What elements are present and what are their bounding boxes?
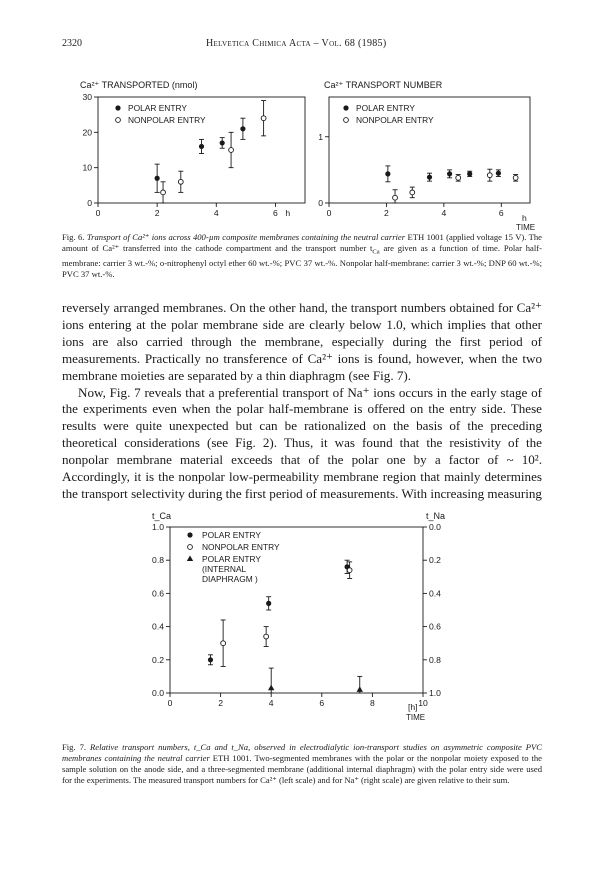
fig6-caption xyxy=(62,232,542,280)
y-tick-label: 1.0 xyxy=(152,522,164,532)
legend-marker-filled-circle xyxy=(115,105,120,110)
x-tick-label: 6 xyxy=(273,208,278,218)
caption-subscript: Ca xyxy=(372,248,380,256)
data-point xyxy=(427,173,432,181)
legend-marker-open-circle xyxy=(116,118,121,123)
chart-legend xyxy=(115,103,206,125)
legend-marker-filled-circle xyxy=(187,532,192,537)
data-point xyxy=(456,175,461,182)
marker-open-circle xyxy=(264,634,269,639)
x-tick-label: 4 xyxy=(268,698,274,708)
fig6-chart-right xyxy=(300,72,550,232)
y-tick-label: 0.4 xyxy=(152,621,164,632)
legend-marker-open-circle xyxy=(188,545,193,550)
data-point xyxy=(220,138,225,149)
marker-open-circle xyxy=(456,175,461,180)
marker-open-circle xyxy=(410,190,415,195)
x-tick-label: 0 xyxy=(95,208,101,218)
caption-text: ETH 1001. Two-segmented membranes with the polar or the nonpolar moiety exposed to the sample solution on the anode side, and a three-segmented membrane (additional internal diaphragm) with the polar entry side were used for the experiments. The measured transport numbers for Ca²⁺ (left scale) and for Na⁺ (right scale) are given relative to their sum. xyxy=(62,753,542,785)
y-tick-label: 0.8 xyxy=(152,555,164,566)
marker-open-circle xyxy=(178,179,183,184)
data-point xyxy=(393,190,398,203)
x-axis-unit: h xyxy=(522,213,527,223)
legend-entry: DIAPHRAGM ) xyxy=(202,574,258,584)
marker-open-circle xyxy=(347,568,352,573)
marker-filled-circle xyxy=(220,140,225,145)
data-point xyxy=(410,187,415,198)
y2-tick-label: 0.8 xyxy=(429,654,441,665)
y2-tick-label: 0.2 xyxy=(429,555,441,566)
x-tick-label: 4 xyxy=(441,208,447,218)
data-point xyxy=(513,175,518,182)
marker-open-circle xyxy=(393,195,398,200)
page-number: 2320 xyxy=(62,38,82,49)
legend-marker-filled-triangle xyxy=(187,556,193,562)
legend-marker-open-circle xyxy=(344,118,349,123)
data-point xyxy=(199,139,204,153)
marker-open-circle xyxy=(513,175,518,180)
chart-title: Ca²⁺ TRANSPORTED (nmol) xyxy=(80,80,198,90)
data-point xyxy=(161,182,166,203)
marker-open-circle xyxy=(487,173,492,178)
marker-filled-circle xyxy=(447,171,452,176)
marker-filled-circle xyxy=(199,144,204,149)
fig6-chart-left xyxy=(60,72,310,232)
data-point xyxy=(264,627,269,647)
y-tick-label: 0 xyxy=(87,198,92,208)
marker-filled-triangle xyxy=(357,686,363,692)
x-tick-label: 10 xyxy=(418,698,428,708)
chart-legend xyxy=(187,530,280,584)
legend-entry: POLAR ENTRY xyxy=(202,554,261,564)
running-head: Helvetica Chimica Acta – Vol. 68 (1985) xyxy=(206,38,387,49)
x-axis-label: TIME xyxy=(406,713,426,722)
data-point xyxy=(467,171,472,176)
fig7-chart xyxy=(120,505,480,735)
data-point xyxy=(178,171,183,192)
y-tick-label: 0.0 xyxy=(152,688,164,698)
x-axis-label: TIME xyxy=(516,223,536,232)
y-tick-label: 10 xyxy=(82,162,92,173)
marker-open-circle xyxy=(161,190,166,195)
data-point xyxy=(221,620,226,666)
x-tick-label: 8 xyxy=(370,698,375,708)
marker-filled-circle xyxy=(266,601,271,606)
y2-tick-label: 0.6 xyxy=(429,621,441,632)
x-tick-label: 2 xyxy=(384,208,389,218)
data-point xyxy=(208,655,213,665)
x-tick-label: 6 xyxy=(498,208,504,218)
chart-title: Ca²⁺ TRANSPORT NUMBER xyxy=(324,80,443,90)
x-tick-label: 0 xyxy=(326,208,332,218)
body-paragraph: reversely arranged membranes. On the other hand, the transport numbers obtained for Ca²⁺ ions entering at the polar membrane side are clearly below 1.0, which implies that other ions are also carried through the membrane, especially during the first period of measurements. Practically no transference of Ca²⁺ ions is found, however, when the two membrane moieties are separated by a thin diaphragm (see Fig. 7). xyxy=(62,300,542,383)
y-tick-label: 0 xyxy=(318,198,323,208)
y-tick-label: 0.6 xyxy=(152,588,164,599)
caption-text: ETH 1001 (applied voltage 15 V). The amount of Ca²⁺ transferred into the cathode compartment and the transport number t xyxy=(62,232,542,253)
legend-entry: POLAR ENTRY xyxy=(356,103,415,113)
legend-entry: NONPOLAR ENTRY xyxy=(128,115,206,125)
caption-title: Transport of Ca²⁺ ions across 400-µm composite membranes containing the neutral carrier xyxy=(86,232,406,242)
data-point xyxy=(496,170,501,177)
data-point xyxy=(261,101,266,136)
x-axis-unit: [h] xyxy=(408,702,418,712)
x-tick-label: 4 xyxy=(213,208,219,218)
x-tick-label: 2 xyxy=(154,208,160,218)
y-tick-label: 30 xyxy=(82,92,92,102)
data-point xyxy=(266,597,271,610)
x-tick-label: 0 xyxy=(167,698,173,708)
data-point xyxy=(447,170,452,178)
data-point xyxy=(347,562,352,579)
caption-label: Fig. 6. xyxy=(62,232,85,242)
legend-entry: (INTERNAL xyxy=(202,564,247,574)
legend-entry: NONPOLAR ENTRY xyxy=(356,115,434,125)
y-tick-label: 1 xyxy=(318,131,323,142)
fig7-caption xyxy=(62,742,542,786)
legend-marker-filled-circle xyxy=(343,105,348,110)
y-axis-label-right: t_Na xyxy=(426,511,446,521)
x-tick-label: 6 xyxy=(319,698,325,708)
y2-tick-label: 1.0 xyxy=(429,688,441,698)
marker-open-circle xyxy=(221,641,226,646)
legend-entry: POLAR ENTRY xyxy=(128,103,187,113)
y-tick-label: 0.2 xyxy=(152,654,164,665)
marker-filled-circle xyxy=(155,176,160,181)
data-point xyxy=(155,164,160,192)
y2-tick-label: 0.0 xyxy=(429,522,441,532)
marker-filled-circle xyxy=(496,171,501,176)
legend-entry: POLAR ENTRY xyxy=(202,530,261,540)
y2-tick-label: 0.4 xyxy=(429,588,441,599)
marker-open-circle xyxy=(261,116,266,121)
data-point xyxy=(357,676,363,693)
caption-title: Relative transport numbers, t_Ca and t_Na, observed in electrodialytic ion-transport studies on asymmetric composite PVC membranes containing the neutral carrier xyxy=(62,742,542,763)
marker-filled-circle xyxy=(467,171,472,176)
x-axis-unit: h xyxy=(285,208,291,218)
data-point xyxy=(268,668,274,693)
y-axis-label-left: t_Ca xyxy=(152,511,172,521)
chart-legend xyxy=(343,103,434,125)
x-tick-label: 2 xyxy=(218,698,223,708)
data-point xyxy=(385,166,390,182)
body-text xyxy=(62,300,542,503)
caption-label: Fig. 7. xyxy=(62,742,87,752)
data-point xyxy=(229,132,234,167)
marker-filled-circle xyxy=(385,171,390,176)
body-paragraph: Now, Fig. 7 reveals that a preferential transport of Na⁺ ions occurs in the early stage of the experiments even when the polar half-membrane is offered on the entry side. These results were quite unexpected but can be rationalized on the basis of the preceding theoretical considerations (see Fig. 2). Thus, it was found that the resistivity of the nonpolar membrane material exceeds that of the polar one by a factor of ~ 10². Accordingly, it is the nonpolar low-permeability membrane region that mainly determines the transport selectivity during the first period of measurements. With increasing measuring xyxy=(62,384,542,501)
data-point xyxy=(240,118,245,139)
caption-text: are given as a function of time. Polar half-membrane: carrier 3 wt.-%; o-nitrophenyl octyl ether 60 wt.-%; PVC 37 wt.-%. Nonpolar half-membrane: carrier 3 wt.-%; DNP 60 wt.-%; PVC 37 wt.-%. xyxy=(62,243,542,279)
legend-entry: NONPOLAR ENTRY xyxy=(202,542,280,552)
y-tick-label: 20 xyxy=(82,127,92,138)
data-point xyxy=(487,169,492,181)
marker-filled-circle xyxy=(427,175,432,180)
marker-filled-circle xyxy=(208,657,213,662)
marker-filled-triangle xyxy=(268,685,274,691)
marker-filled-circle xyxy=(240,126,245,131)
marker-open-circle xyxy=(229,148,234,153)
